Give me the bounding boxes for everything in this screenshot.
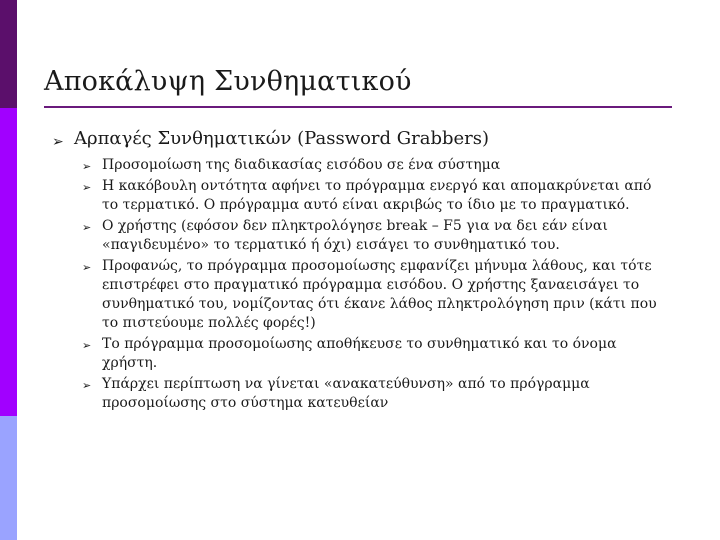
arrow-bullet-icon: ➢: [82, 261, 92, 274]
main-bullet: [52, 128, 489, 150]
arrow-bullet-icon: ➢: [82, 339, 92, 352]
list-item-text: Προφανώς, το πρόγραμμα προσομοίωσης εμφανίζει μήνυμα λάθους, και τότε επιστρέφει στο πραγματικό πρόγραμμα εισόδου. Ο χρήστης ξαναεισάγει το συνθηματικό του, νομίζοντας ότι έκανε λάθος πληκτρολόγηση πριν (κάτι που το πιστεύουμε πολλές φορές!): [102, 258, 657, 331]
list-item: [82, 257, 660, 333]
main-bullet-text: Αρπαγές Συνθηματικών (Password Grabbers): [74, 128, 490, 149]
arrow-bullet-icon: ➢: [82, 379, 92, 392]
list-item-text: Η κακόβουλη οντότητα αφήνει το πρόγραμμα ενεργό και απομακρύνεται από το τερματικό. Ο πρόγραμμα αυτό είναι ακριβώς το ίδιο με το πραγματικό.: [102, 178, 652, 213]
list-item-text: Υπάρχει περίπτωση να γίνεται «ανακατεύθυνση» από το πρόγραμμα προσομοίωσης στο σύστημα κατευθείαν: [102, 376, 590, 411]
list-item: [82, 335, 660, 373]
title-divider: [44, 106, 672, 108]
arrow-bullet-icon: ➢: [82, 160, 92, 173]
left-accent-bar-top: [0, 0, 17, 108]
list-item: [82, 217, 660, 255]
list-item-text: Προσομοίωση της διαδικασίας εισόδου σε ένα σύστημα: [102, 157, 501, 173]
list-item-text: Το πρόγραμμα προσομοίωσης αποθήκευσε το συνθηματικό και το όνομα χρήστη.: [102, 336, 617, 371]
arrow-bullet-icon: ➢: [82, 181, 92, 194]
list-item: [82, 177, 660, 215]
arrow-bullet-icon: ➢: [52, 134, 64, 150]
list-item: [82, 156, 660, 175]
sub-bullet-list: [82, 156, 660, 415]
list-item-text: Ο χρήστης (εφόσον δεν πληκτρολόγησε break – F5 για να δει εάν είναι «παγιδευμένο» το τερματικό ή όχι) εισάγει το συνθηματικό του.: [102, 218, 608, 253]
slide-title: Αποκάλυψη Συνθηματικού: [44, 66, 412, 97]
left-accent-bar-middle: [0, 108, 17, 416]
left-accent-bar-bottom: [0, 416, 17, 540]
list-item: [82, 375, 660, 413]
arrow-bullet-icon: ➢: [82, 221, 92, 234]
